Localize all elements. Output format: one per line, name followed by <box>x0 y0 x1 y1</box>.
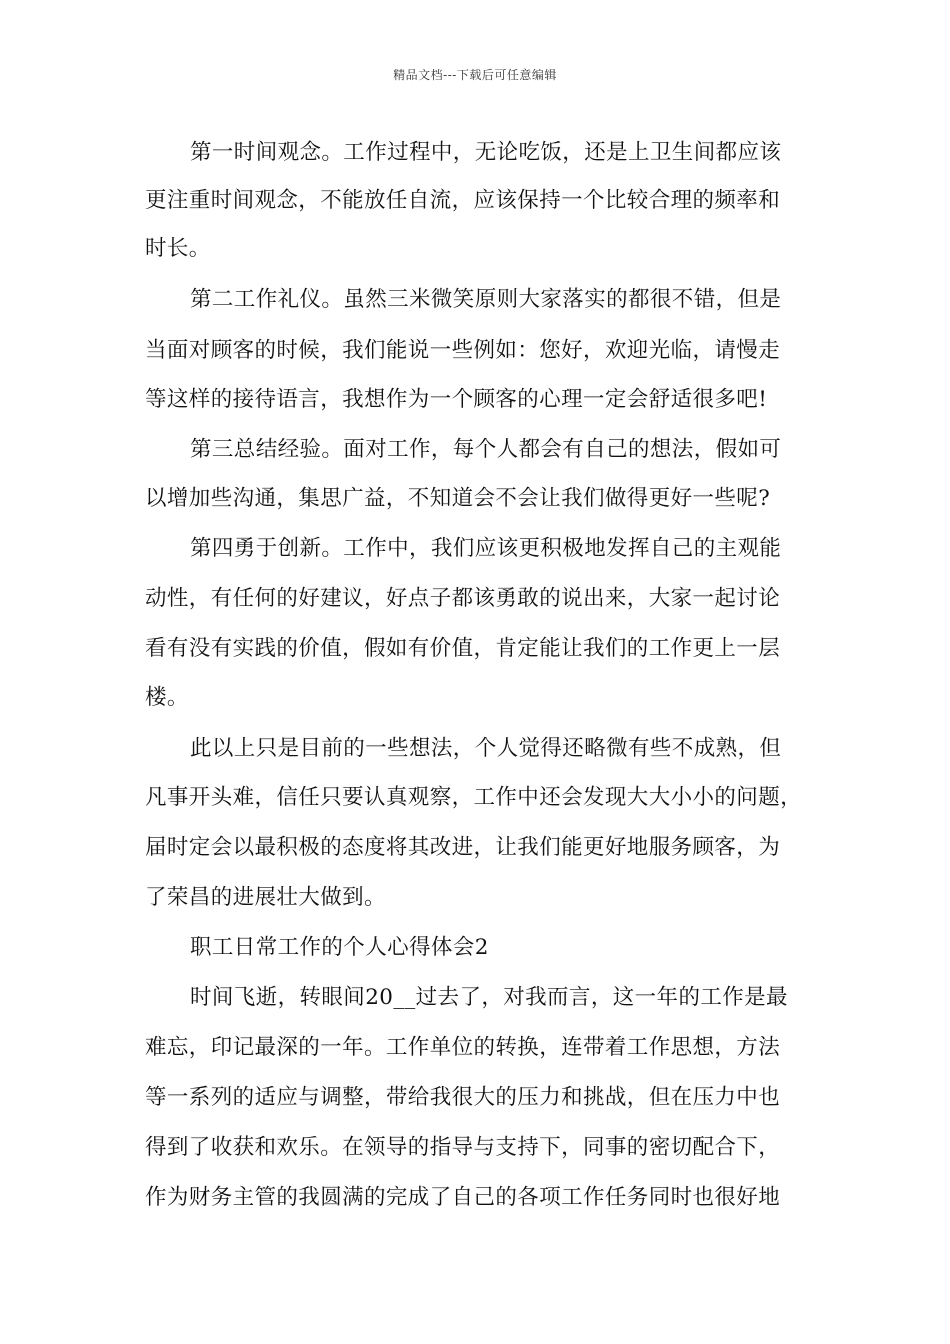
text-line: 第四勇于创新。工作中，我们应该更积极地发挥自己的主观能 <box>190 536 782 561</box>
page-header: 精品文档---下载后可任意编辑 <box>393 68 557 82</box>
text-line: 第二工作礼仪。虽然三米微笑原则大家落实的都很不错，但是 <box>190 287 782 312</box>
text-line: 了荣昌的进展壮大做到。 <box>145 885 386 910</box>
text-line: 届时定会以最积极的态度将其改进，让我们能更好地服务顾客，为 <box>145 835 781 860</box>
text-line: 难忘，印记最深的一年。工作单位的转换，连带着工作思想，方法 <box>145 1035 781 1060</box>
text-line: 当面对顾客的时候，我们能说一些例如：您好，欢迎光临，请慢走 <box>145 338 781 363</box>
text-line: 动性，有任何的好建议，好点子都该勇敢的说出来，大家一起讨论 <box>145 586 781 611</box>
text-line: 以增加些沟通，集思广益，不知道会不会让我们做得更好一些呢? <box>145 486 771 511</box>
text-line: 作为财务主管的我圆满的完成了自己的各项工作任务同时也很好地 <box>145 1185 781 1210</box>
text-line: 等一系列的适应与调整，带给我很大的压力和挑战，但在压力中也 <box>145 1085 781 1110</box>
text-line: 凡事开头难，信任只要认真观察，工作中还会发现大大小小的问题， <box>145 785 803 810</box>
text-line: 此以上只是目前的一些想法，个人觉得还略微有些不成熟，但 <box>190 736 782 761</box>
text-line: 第三总结经验。面对工作，每个人都会有自己的想法，假如可 <box>190 437 782 462</box>
text-line: 更注重时间观念，不能放任自流，应该保持一个比较合理的频率和 <box>145 188 781 213</box>
text-line: 楼。 <box>145 685 189 710</box>
text-line: 得到了收获和欢乐。在领导的指导与支持下，同事的密切配合下， <box>145 1135 781 1160</box>
text-line: 等这样的接待语言，我想作为一个顾客的心理一定会舒适很多吧! <box>145 387 768 412</box>
text-line: 第一时间观念。工作过程中，无论吃饭，还是上卫生间都应该 <box>190 140 782 165</box>
text-line: 时长。 <box>145 236 211 261</box>
text-line: 时间飞逝，转眼间20__过去了，对我而言，这一年的工作是最 <box>190 985 788 1010</box>
text-line: 看有没有实践的价值，假如有价值，肯定能让我们的工作更上一层 <box>145 636 781 661</box>
section-heading: 职工日常工作的个人心得体会2 <box>190 935 489 960</box>
